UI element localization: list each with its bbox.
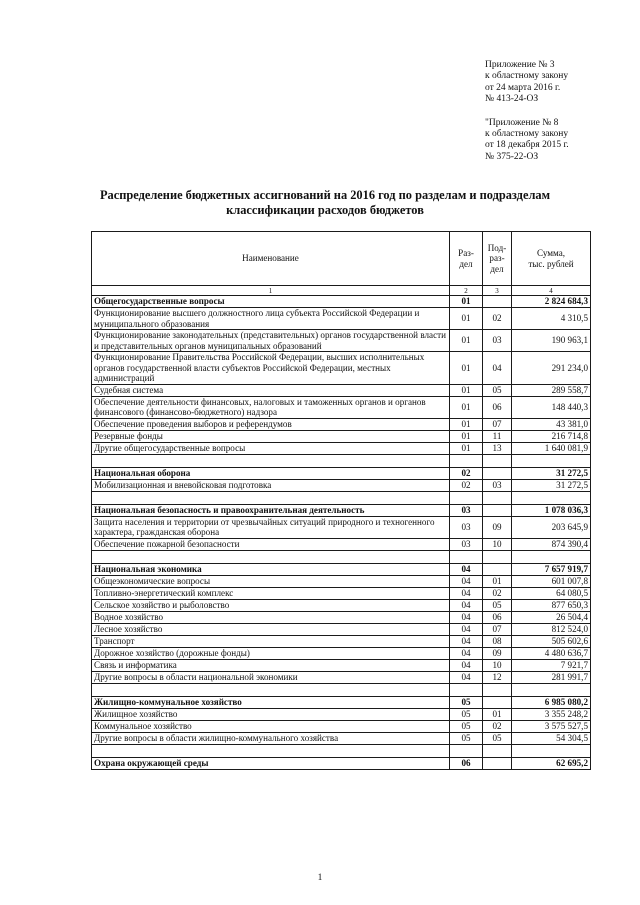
table-row [92,352,591,385]
item-name: Связь и информатика [92,659,450,671]
empty-cell [512,744,591,757]
appendix-line: от 24 марта 2016 г. [485,82,561,93]
title-line-1: Распределение бюджетных ассигнований на 2016 год по разделам и подразделам [99,188,551,202]
podrazdel-code: 06 [483,611,512,623]
amount: 505 602,6 [512,635,591,647]
table-spacer-row [92,491,591,504]
section-row [92,504,591,516]
item-name: Защита населения и территории от чрезвычайных ситуаций природного и техногенного характера, гражданская оборона [92,516,450,538]
table-row [92,647,591,659]
item-name: Общегосударственные вопросы [92,296,450,308]
table-row [92,396,591,418]
amount: 1 640 081,9 [512,442,591,454]
empty-cell [92,550,450,563]
amount: 148 440,3 [512,396,591,418]
amount: 1 078 036,3 [512,504,591,516]
budget-table [91,231,591,770]
header-podrazdel: Под- раз- дел [483,232,512,286]
amount: 2 824 684,3 [512,296,591,308]
podrazdel-code: 12 [483,671,512,683]
razdel-code: 02 [450,479,483,491]
budget-table-body [92,296,591,770]
empty-cell [92,491,450,504]
podrazdel-code: 09 [483,647,512,659]
razdel-code: 04 [450,563,483,575]
appendix-line: № 375-22-ОЗ [485,151,539,162]
column-number: 4 [512,286,591,296]
table-spacer-row [92,744,591,757]
podrazdel-code: 03 [483,330,512,352]
item-name: Функционирование высшего должностного лица субъекта Российской Федерации и муниципального образования [92,308,450,330]
amount: 62 695,2 [512,757,591,769]
podrazdel-code: 08 [483,635,512,647]
razdel-code: 01 [450,330,483,352]
table-spacer-row [92,550,591,563]
podrazdel-code: 09 [483,516,512,538]
podrazdel-code: 07 [483,418,512,430]
table-row [92,430,591,442]
item-name: Жилищно-коммунальное хозяйство [92,696,450,708]
empty-cell [483,550,512,563]
empty-cell [450,744,483,757]
razdel-code: 01 [450,396,483,418]
amount: 31 272,5 [512,467,591,479]
table-row [92,587,591,599]
amount: 216 714,8 [512,430,591,442]
section-row [92,757,591,769]
razdel-code: 01 [450,430,483,442]
razdel-code: 02 [450,467,483,479]
amount: 601 007,8 [512,575,591,587]
podrazdel-code: 01 [483,708,512,720]
table-row [92,623,591,635]
table-spacer-row [92,454,591,467]
empty-cell [450,683,483,696]
razdel-code: 03 [450,538,483,550]
item-name: Общеэкономические вопросы [92,575,450,587]
item-name: Дорожное хозяйство (дорожные фонды) [92,647,450,659]
column-number: 1 [92,286,450,296]
razdel-code: 04 [450,659,483,671]
amount: 281 991,7 [512,671,591,683]
item-name: Лесное хозяйство [92,623,450,635]
amount: 54 304,5 [512,732,591,744]
column-number-row [92,286,591,296]
title-line-2: классификации расходов бюджетов [226,202,424,217]
razdel-code: 05 [450,708,483,720]
page-number: 1 [317,873,323,883]
razdel-code: 04 [450,623,483,635]
item-name: Национальная оборона [92,467,450,479]
amount: 812 524,0 [512,623,591,635]
table-row [92,732,591,744]
amount: 874 390,4 [512,538,591,550]
appendix-line: от 18 декабря 2015 г. [485,140,569,151]
podrazdel-code: 02 [483,308,512,330]
item-name: Другие вопросы в области национальной экономики [92,671,450,683]
empty-cell [450,550,483,563]
amount: 6 985 080,2 [512,696,591,708]
table-row [92,442,591,454]
amount: 289 558,7 [512,384,591,396]
amount: 291 234,0 [512,352,591,385]
appendix-current [485,60,635,106]
amount: 4 310,5 [512,308,591,330]
amount: 203 645,9 [512,516,591,538]
empty-cell [483,454,512,467]
amount: 7 921,7 [512,659,591,671]
empty-cell [450,491,483,504]
header-razdel: Раз- дел [450,232,483,286]
razdel-code: 05 [450,696,483,708]
podrazdel-code: 02 [483,587,512,599]
table-row [92,611,591,623]
razdel-code: 04 [450,671,483,683]
razdel-code: 01 [450,442,483,454]
appendix-line: Приложение № 3 [485,60,555,70]
razdel-code: 01 [450,384,483,396]
table-row [92,538,591,550]
table-row [92,330,591,352]
item-name: Мобилизационная и вневойсковая подготовка [92,479,450,491]
razdel-code: 06 [450,757,483,769]
razdel-code: 01 [450,418,483,430]
razdel-code: 05 [450,720,483,732]
podrazdel-code: 04 [483,352,512,385]
amount: 190 963,1 [512,330,591,352]
item-name: Резервные фонды [92,430,450,442]
table-row [92,635,591,647]
razdel-code: 04 [450,575,483,587]
amount: 877 650,3 [512,599,591,611]
item-name: Топливно-энергетический комплекс [92,587,450,599]
appendix-note [485,60,635,163]
table-row [92,599,591,611]
table-row [92,720,591,732]
podrazdel-code: 11 [483,430,512,442]
appendix-line: к областному закону [485,129,569,140]
razdel-code: 04 [450,599,483,611]
razdel-code: 03 [450,504,483,516]
column-number: 3 [483,286,512,296]
podrazdel-code: 01 [483,575,512,587]
item-name: Коммунальное хозяйство [92,720,450,732]
item-name: Обеспечение деятельности финансовых, налоговых и таможенных органов и органов финансового (финансово-бюджетного) надзора [92,396,450,418]
appendix-line: № 413-24-ОЗ [485,94,539,105]
item-name: Обеспечение пожарной безопасности [92,538,450,550]
item-name: Водное хозяйство [92,611,450,623]
amount: 4 480 636,7 [512,647,591,659]
razdel-code: 03 [450,516,483,538]
appendix-line: к областному закону [485,71,569,82]
podrazdel-code: 05 [483,599,512,611]
item-name: Функционирование Правительства Российской Федерации, высших исполнительных органов государственной власти субъектов Российской Федерации, местных администраций [92,352,450,385]
item-name: Национальная безопасность и правоохранительная деятельность [92,504,450,516]
item-name: Транспорт [92,635,450,647]
appendix-amended [485,118,635,164]
podrazdel-code [483,563,512,575]
table-row [92,671,591,683]
podrazdel-code: 06 [483,396,512,418]
amount: 64 080,5 [512,587,591,599]
podrazdel-code: 05 [483,384,512,396]
razdel-code: 01 [450,308,483,330]
section-row [92,296,591,308]
podrazdel-code: 10 [483,659,512,671]
razdel-code: 04 [450,635,483,647]
empty-cell [483,683,512,696]
podrazdel-code: 03 [483,479,512,491]
amount: 31 272,5 [512,479,591,491]
podrazdel-code [483,504,512,516]
table-row [92,708,591,720]
podrazdel-code [483,696,512,708]
empty-cell [450,454,483,467]
item-name: Другие общегосударственные вопросы [92,442,450,454]
item-name: Сельское хозяйство и рыболовство [92,599,450,611]
razdel-code: 04 [450,587,483,599]
empty-cell [92,744,450,757]
empty-cell [512,491,591,504]
item-name: Национальная экономика [92,563,450,575]
table-row [92,479,591,491]
empty-cell [483,491,512,504]
table-row [92,308,591,330]
document-title [60,188,590,217]
table-row [92,659,591,671]
podrazdel-code: 05 [483,732,512,744]
section-row [92,563,591,575]
podrazdel-code [483,467,512,479]
table-header-row [92,232,591,286]
razdel-code: 04 [450,611,483,623]
razdel-code: 04 [450,647,483,659]
razdel-code: 05 [450,732,483,744]
podrazdel-code [483,296,512,308]
empty-cell [483,744,512,757]
section-row [92,467,591,479]
amount: 26 504,4 [512,611,591,623]
item-name: Функционирование законодательных (представительных) органов государственной власти и представительных органов муниципальных образований [92,330,450,352]
item-name: Обеспечение проведения выборов и референдумов [92,418,450,430]
section-row [92,696,591,708]
header-sum: Сумма, тыс. рублей [512,232,591,286]
podrazdel-code [483,757,512,769]
table-row [92,575,591,587]
empty-cell [512,550,591,563]
appendix-line: "Приложение № 8 [485,117,559,128]
table-row [92,516,591,538]
header-name: Наименование [92,232,450,286]
amount: 7 657 919,7 [512,563,591,575]
podrazdel-code: 13 [483,442,512,454]
item-name: Охрана окружающей среды [92,757,450,769]
razdel-code: 01 [450,352,483,385]
column-number: 2 [450,286,483,296]
item-name: Судебная система [92,384,450,396]
amount: 3 575 527,5 [512,720,591,732]
empty-cell [512,454,591,467]
item-name: Жилищное хозяйство [92,708,450,720]
empty-cell [92,454,450,467]
table-spacer-row [92,683,591,696]
table-row [92,384,591,396]
podrazdel-code: 02 [483,720,512,732]
amount: 3 355 248,2 [512,708,591,720]
empty-cell [512,683,591,696]
empty-cell [92,683,450,696]
podrazdel-code: 07 [483,623,512,635]
table-row [92,418,591,430]
amount: 43 381,0 [512,418,591,430]
item-name: Другие вопросы в области жилищно-коммунального хозяйства [92,732,450,744]
razdel-code: 01 [450,296,483,308]
podrazdel-code: 10 [483,538,512,550]
